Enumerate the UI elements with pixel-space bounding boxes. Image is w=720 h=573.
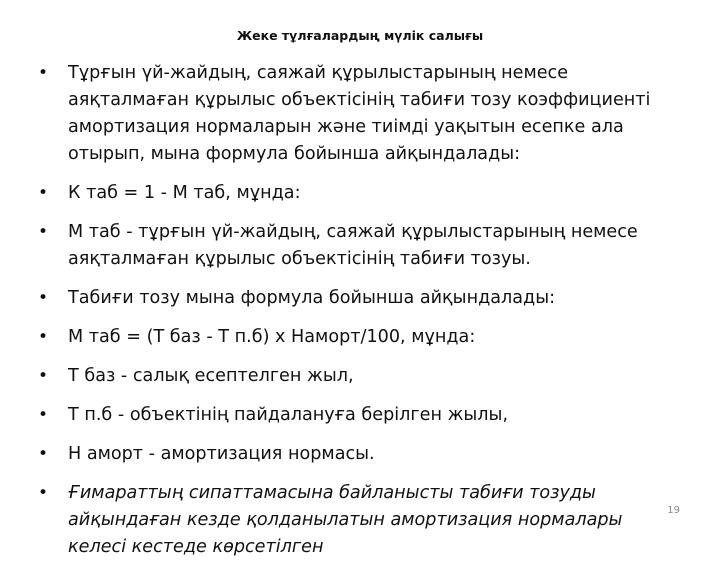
bullet-icon: • — [38, 63, 49, 83]
page-number: 19 — [667, 505, 680, 516]
bullet-icon: • — [38, 366, 49, 386]
bullet-icon: • — [38, 222, 49, 242]
bullet-text: М таб = (Т баз - Т п.б) х Наморт/100, мұнда: — [68, 327, 476, 347]
bullet-text: Н аморт - амортизация нормасы. — [68, 444, 375, 464]
bullet-item — [38, 402, 658, 429]
bullet-text: Тұрғын үй-жайдың, саяжай құрылыстарының немесе аяқталмаған құрылыс объектісінің табиғи тозу коэффициенті амортизация нормаларын және тиімді уақытын есепке ала отырып, мына формула бойынша айқындалады: — [68, 63, 651, 164]
bullet-icon: • — [38, 327, 49, 347]
bullet-icon: • — [38, 183, 49, 203]
bullet-item — [38, 180, 658, 207]
bullet-text: Табиғи тозу мына формула бойынша айқындалады: — [68, 288, 556, 308]
bullet-item — [38, 363, 658, 390]
bullet-text: М таб - тұрғын үй-жайдың, саяжай құрылыстарының немесе аяқталмаған құрылыс объектісінің табиғи тозуы. — [68, 222, 638, 269]
bullet-list — [38, 60, 658, 573]
bullet-icon: • — [38, 444, 49, 464]
bullet-text: Т п.б - объектінің пайдалануға берілген жылы, — [68, 405, 509, 425]
bullet-item — [38, 285, 658, 312]
bullet-item — [38, 60, 658, 168]
bullet-text: К таб = 1 - М таб, мұнда: — [68, 183, 301, 203]
bullet-item — [38, 219, 658, 273]
slide-title: Жеке тұлғалардың мүлік салығы — [236, 28, 484, 43]
bullet-icon: • — [38, 288, 49, 308]
bullet-icon: • — [38, 483, 49, 503]
bullet-text: Т баз - салық есептелген жыл, — [68, 366, 354, 386]
bullet-item — [38, 324, 658, 351]
bullet-text: Ғимараттың сипаттамасына байланысты табиғи тозуды айқындаған кезде қолданылатын амортизация нормалары келесі кестеде көрсетілген — [68, 483, 623, 557]
bullet-item — [38, 441, 658, 468]
bullet-item — [38, 480, 658, 561]
bullet-icon: • — [38, 405, 49, 425]
